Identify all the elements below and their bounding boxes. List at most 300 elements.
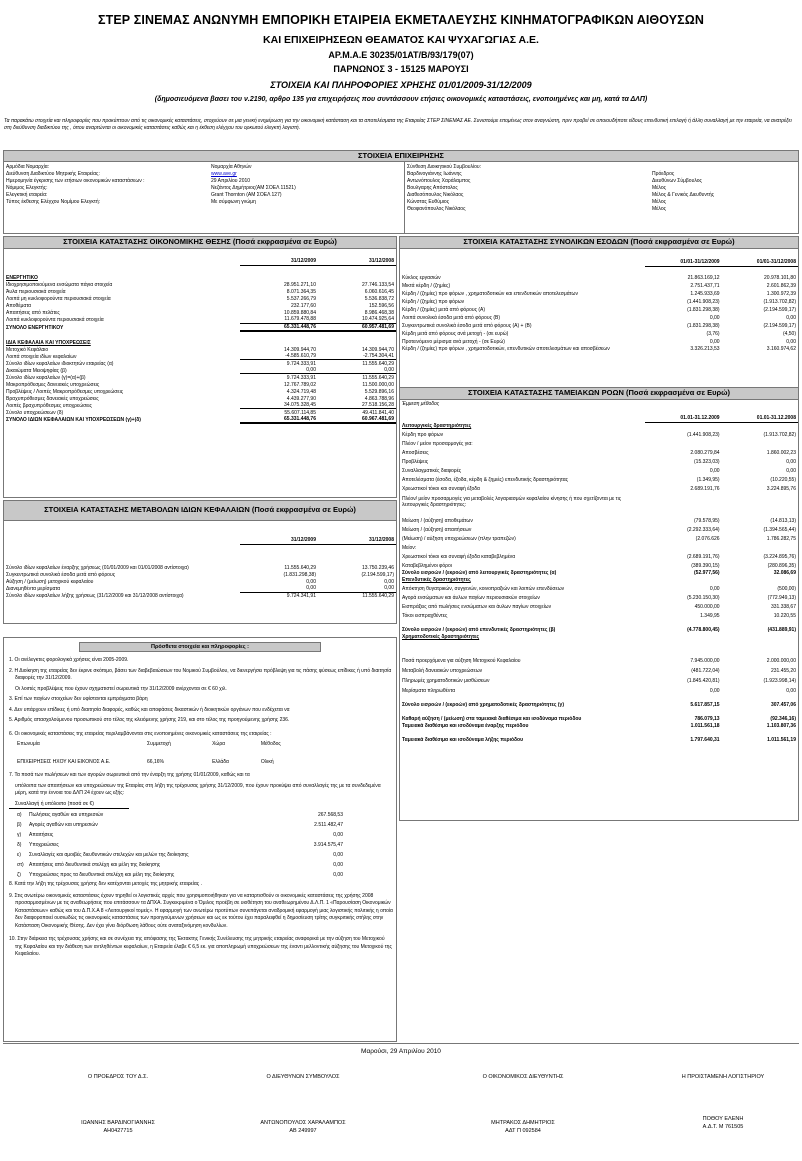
eqchg-value-current: 11.555.640,29 (284, 564, 316, 571)
related-party-letter: ζ) (17, 871, 21, 878)
financing-total-2009: 5.617.857,15 (690, 701, 720, 708)
document-header (0, 0, 802, 104)
cf-operating-row (400, 483, 798, 492)
note-2: 2. Η Διοίκηση της εταιρείας δεν έκρινε σκόπιμο, βάσει των διαβεβαιώσεων του Νομικού Συμβούλου, να διενεργήσει πρόβλεψη για τις πάσης φύσεως επίδικες ή υπό διαιτησία διαφορές την 31/12/2009. (9, 667, 392, 681)
equity-label: Δικαιώματα Μειοψηφίας (β) (6, 367, 67, 374)
cashflow-col-2009: 01.01-31.12.2009 (645, 415, 721, 422)
opening-cash-2008: 1.103.807,36 (766, 722, 796, 729)
intro-paragraph: Τα παρακάτω στοιχεία και πληροφορίες που προκύπτουν από τις οικονομικές καταστάσεις, στοχεύουν σε μια γενική ενημέρωση για την οικονομική κατάσταση και τα αποτελέσματα της Εταιρείας ΣΤΕΡ ΣΙΝΕΜΑΣ ΑΕ. Συνιστούμε επομένως στον αναγνώστη, πριν προβεί σε οποιουδήποτε είδους επενδυτική επιλογή ή άλλη συναλλαγή με την εταιρεία, να ανατρέξει στη διεύθυνση διαδικτύου της , όπου αναρτώνται οι οικονομικές καταστάσεις καθώς και η έκθεση ελέγχου του ορκωτού ελεγκτή λογιστή. (4, 118, 792, 131)
cf-working-capital-label: Χρεωστικοί τόκοι και συναφή έξοδα καταβεβλημένα (402, 553, 516, 560)
eqchg-col-2008: 31/12/2008 (318, 537, 396, 544)
cf-operating-row (400, 438, 798, 447)
notes-title: Πρόσθετα στοιχεία και πληροφορίες : (79, 642, 321, 652)
income-value-previous: (1.913.702,82) (763, 298, 796, 305)
income-value-previous: 1.300.972,39 (766, 290, 796, 297)
related-party-row (15, 839, 345, 849)
financing-total-label: Σύνολο εισροών / (εκροών) από χρηματοδοτικές δραστηριότητες (γ) (402, 701, 564, 708)
note-4: 4. Δεν υπάρχουν επίδικες ή υπό διαιτησία διαφορές, καθώς και αποφάσεις δικαστικών ή διοικητικών οργάνων που ενδέχεται να (9, 706, 290, 713)
equity-label: Σύνολο ιδίων κεφαλαίων ιδιοκτητών εταιρείας (α) (6, 360, 114, 367)
equity-value-current: 4.324.719,48 (286, 388, 316, 395)
related-party-letter: γ) (17, 831, 22, 838)
note-1: 1. Οι ανέλεγκτες φορολογικά χρήσεις είναι 2005-2009. (9, 657, 129, 663)
name-cfo: ΜΗΤΡΑΚΟΣ ΔΗΜΗΤΡΙΟΣ (491, 1120, 555, 1126)
eqchg-value-previous: 13.750.239,46 (362, 564, 394, 571)
related-party-label: Απαιτήσεις από διευθυντικά στελέχη και μέλη της διοίκησης (29, 861, 161, 868)
income-row (400, 321, 798, 329)
cf-operating-label: Κέρδη προ φόρων (402, 431, 444, 438)
cf-working-capital-value-previous: (280.896,35) (767, 562, 796, 569)
net-change-label: Καθαρή αύξηση / (μείωση) στα ταμειακά διαθέσιμα και ισοδύναμα περιόδου (402, 715, 582, 722)
opening-cash-label: Ταμειακά διαθέσιμα και ισοδύναμα έναρξης περιόδου (402, 722, 529, 729)
equity-value-current: 4.439.277,90 (286, 395, 316, 402)
related-party-value: 3.914.575,47 (313, 841, 343, 848)
eqchg-value-current: (1.831.298,38) (283, 571, 316, 578)
equity-value-previous: 4.863.788,96 (364, 395, 394, 402)
related-party-label: Αγορές αγαθών και υπηρεσιών (29, 821, 98, 828)
board-title: Σύνθεση Διοικητικού Συμβουλίου: (407, 163, 481, 170)
asset-label: Απαιτήσεις από πελάτες (6, 309, 60, 316)
income-value-current: 1.245.933,69 (690, 290, 720, 297)
note-6-table (15, 741, 315, 766)
income-value-current: 0,00 (709, 314, 720, 321)
board-member-name: Θεοφανόπουλος Νικόλαος (407, 205, 466, 212)
related-party-letter: δ) (17, 841, 22, 848)
cf-investing-row (400, 610, 798, 619)
company-info-value: Νομαρχία Αθηνών (211, 163, 252, 170)
note-8: 8. Κατά την λήξη της τρέχουσας χρήσης δεν κατέχονται μετοχές της μητρικής εταιρείας . (9, 881, 202, 887)
equity-value-current: 0,00 (240, 367, 318, 374)
investing-total-label: Σύνολο εισροών / (εκροών) από επενδυτικές δραστηριότητες (β) (402, 626, 556, 633)
income-value-current: 0,00 (709, 338, 720, 345)
income-section (399, 236, 799, 388)
equity-value-previous: 27.518.156,28 (318, 402, 396, 409)
cf-working-capital-row (400, 515, 798, 524)
board-member-role: Μέλος & Γενικός Διευθυντής (652, 191, 715, 198)
cf-operating-row (400, 429, 798, 438)
eqchg-row (4, 564, 396, 571)
eqchg-row (4, 578, 396, 585)
cf-operating-row (400, 456, 798, 465)
income-value-current: 21.863.169,12 (687, 274, 720, 281)
income-row (400, 305, 798, 313)
cf-working-capital-value-current: (2.076.626 (695, 535, 720, 542)
closing-cash-2008: 1.011.561,19 (767, 736, 796, 743)
equity-value-previous: 14.309.944,70 (362, 346, 394, 353)
company-info-left (4, 162, 404, 233)
operating-total-2009: (52.977,56) (694, 569, 720, 576)
related-party-row (15, 859, 345, 869)
cf-financing-row (400, 664, 798, 674)
company-name: ΣΤΕΡ ΣΙΝΕΜΑΣ ΑΝΩΝΥΜΗ ΕΜΠΟΡΙΚΗ ΕΤΑΙΡΕΙΑ ΕΚΜΕΤΑΛΕΥΣΗΣ ΚΙΝΗΜΑΤΟΓΡΑΦΙΚΩΝ ΑΙΘΟΥΣΩΝ (97, 13, 705, 27)
company-info-row (4, 177, 404, 184)
cf-financing-value-current: (1.845.420,81) (687, 677, 720, 684)
name-chief-accountant: ΠΟΘΟΥ ΕΛΕΝΗ (702, 1116, 744, 1122)
equity-row (4, 353, 396, 360)
equity-value-previous: 49.411.841,40 (362, 409, 394, 416)
cf-operating-row (400, 474, 798, 483)
cf-operating-label: Πλέον / μείον προσαρμογές για: (402, 440, 473, 447)
income-col-2009: 01/01-31/12/2009 (645, 259, 721, 266)
asset-label: Άυλα περιουσιακά στοιχεία (6, 288, 66, 295)
closing-cash-2009: 1.797.640,31 (690, 736, 720, 743)
equity-value-previous: -2.754.304,41 (318, 353, 396, 360)
ebitda-2009: 3.326.213,53 (690, 345, 720, 352)
notes-section (3, 637, 397, 1042)
balance-sheet-title: ΣΤΟΙΧΕΙΑ ΚΑΤΑΣΤΑΣΗΣ ΟΙΚΟΝΟΜΙΚΗΣ ΘΕΣΗΣ (Ποσά εκφρασμένα σε Ευρώ) (4, 237, 396, 249)
income-value-previous: 20.978.101,80 (764, 274, 796, 281)
equity-row (4, 360, 396, 367)
company-address: ΠΑΡΝΩΝΟΣ 3 - 15125 ΜΑΡΟΥΣΙ (333, 64, 469, 74)
related-party-row (15, 849, 345, 859)
income-label: Συγκεντρωτικά συνολικά έσοδα μετά από φόρους (A) + (B) (402, 322, 532, 329)
cf-working-capital-row (400, 560, 798, 569)
financing-total-2008: 307.457,06 (770, 701, 796, 708)
cf-working-capital-label: Μείωση / (αύξηση) αποθεμάτων (402, 517, 473, 524)
related-party-row (15, 819, 345, 829)
related-party-label: Υποχρεώσεις (29, 841, 59, 848)
role-cfo: Ο ΟΙΚΟΝΟΜΙΚΟΣ ΔΙΕΥΘΥΝΤΗΣ (482, 1074, 564, 1080)
website-link[interactable]: www.ave.gr (211, 170, 237, 177)
board-member-name: Κώνστας Ευθύμιος (407, 198, 450, 205)
equity-row (4, 395, 396, 402)
board-member-name: Διαθεσόπουλος Νικόλαος (407, 191, 464, 198)
cf-investing-value-current: 0,00 (709, 585, 720, 592)
role-chief-accountant: Η ΠΡΟΙΣΤΑΜΕΝΗ ΛΟΓΙΣΤΗΡΙΟΥ (681, 1074, 765, 1080)
equity-value-previous: 11.555.640,29 (362, 374, 394, 381)
note-7: 7. Τα ποσά των πωλήσεων και των αγορών σωρευτικά από την έναρξη της χρήσης 01/01/2009, καθώς και τα (9, 772, 250, 778)
asset-value-previous: 152.596,56 (368, 302, 394, 309)
asset-value-current: 232.177,60 (290, 302, 316, 309)
income-row (400, 289, 798, 297)
asset-label: Ιδιοχρησιμοποιούμενα ενσώματα πάγια στοιχεία (6, 281, 113, 288)
id-ceo: ΑΒ 249997 (289, 1128, 317, 1134)
equity-total-2009: 65.331.448,76 (240, 416, 318, 423)
related-party-row (15, 869, 345, 879)
company-name-line2: ΚΑΙ ΕΠΙΧΕΙΡΗΣΕΩΝ ΘΕΑΜΑΤΟΣ ΚΑΙ ΨΥΧΑΓΩΓΙΑΣ Α.Ε. (263, 33, 539, 46)
cf-financing-row (400, 654, 798, 664)
cf-financing-value-current: (481.722,04) (691, 667, 720, 674)
eqchg-row (4, 585, 396, 592)
equity-value-current: -4.585.610,79 (240, 353, 318, 360)
equity-row (4, 367, 396, 374)
income-value-current: (1.441.908,23) (687, 298, 720, 305)
cf-working-capital-value-previous: (14.813,13) (770, 517, 796, 524)
asset-value-previous: 6.060.616,45 (364, 288, 394, 295)
cf-operating-value-previous: (1.913.702,82) (763, 431, 796, 438)
board-member-role: Πρόεδρος (652, 170, 675, 177)
company-info-label: Ελεγκτική εταιρεία: (6, 191, 48, 198)
cf-operating-value-previous (722, 438, 798, 447)
ebitda-2008: 3.160.974,62 (766, 345, 796, 352)
eqchg-value-current: 9.724.341,91 (286, 592, 316, 599)
cf-operating-value-previous: 3.224.895,76 (766, 485, 796, 492)
income-label: Μικτά κέρδη / (ζημίες) (402, 282, 451, 289)
related-party-letter: ε) (17, 851, 21, 858)
operating-heading: Λειτουργικές δραστηριότητες (402, 422, 472, 429)
equity-label: Λοιπές βραχυπρόθεσμες υποχρεώσεις (6, 402, 92, 409)
cf-investing-value-previous: 331.338,67 (770, 603, 796, 610)
income-row (400, 337, 798, 345)
cf-financing-label: Πληρωμές χρηματοδοτικών μισθώσεων (402, 677, 490, 684)
note-10: 10. Στην διάρκεια της τρέχουσας χρήσης και σε συνέχεια της απόφασης της Έκτακτης Γενικής Συνέλευσης της μητρικής εταιρείας αναφορικά με την αύξηση του Μετοχικού της Κεφαλαίου και την διάθεση των αντληθέντων κεφαλαίων, η Εταιρεία έλαβε € 6,5 εκ. για αποπληρωμή υποχρεώσεων της έναντι μελλοντικής αύξησης του Μετοχικού της Κεφαλαίου. (9, 936, 392, 957)
asset-label: Λοιπά κυκλοφορούντα περιουσιακά στοιχεία (6, 316, 104, 323)
asset-value-previous: 27.746.133,54 (362, 281, 394, 288)
report-period: ΣΤΟΙΧΕΙΑ ΚΑΙ ΠΛΗΡΟΦΟΡΙΕΣ ΧΡΗΣΗΣ 01/01/2009-31/12/2009 (270, 80, 532, 91)
equity-label: Προβλέψεις / Λοιπές Μακροπρόθεσμες υποχρεώσεις (6, 388, 124, 395)
equity-label: Σύνολο υποχρεώσεων (δ) (6, 409, 64, 416)
equity-label: Σύνολο ιδίων κεφαλαίων (γ)=(α)+(β) (6, 374, 86, 381)
cf-financing-value-previous: 2.000.000,00 (766, 657, 796, 664)
cf-operating-label: Προβλέψεις (402, 458, 429, 465)
equity-value-current: 14.309.944,70 (284, 346, 316, 353)
cf-operating-label: Αποτελέσματα (έσοδα, έξοδα, κέρδη & ζημιές) επενδυτικής δραστηριότητας (402, 476, 569, 483)
cf-operating-value-previous: 0,00 (786, 467, 796, 474)
cashflow-method: Έμμεση μέθοδος (402, 400, 440, 407)
asset-value-current: 28.951.271,10 (284, 281, 316, 288)
cf-operating-value-previous: (10.220,55) (770, 476, 796, 483)
related-party-label: Συναλλαγές και αμοιβές διευθυντικών στελεχών και μελών της διοίκησης (29, 851, 189, 858)
ebitda-label: Κέρδη / (ζημίες) προ φόρων , χρηματοδοτικών, επενδυτικών αποτελεσμάτων και αποσβέσεων (402, 345, 610, 352)
role-ceo: Ο ΔΙΕΥΘΥΝΩΝ ΣΥΜΒΟΥΛΟΣ (266, 1074, 340, 1080)
company-info-label: Διεύθυνση Διαδικτύου Μητρικής Εταιρείας: (6, 170, 100, 177)
cf-operating-row (400, 447, 798, 456)
cf-financing-value-current: 7.945.000,00 (690, 657, 720, 664)
cf-working-capital-row (400, 533, 798, 542)
asset-value-previous: 10.474.925,64 (318, 316, 396, 323)
asset-value-current: 8.071.364,35 (286, 288, 316, 295)
company-info-row (4, 191, 404, 198)
equity-row (4, 402, 396, 409)
cf-working-capital-row (400, 542, 798, 551)
equity-changes-section (3, 500, 397, 624)
note-7-heading: Συναλλαγή ή υπόλοιπο (ποσά σε €) (9, 801, 129, 810)
eqchg-value-previous: 11.555.640,29 (362, 592, 394, 599)
n6-share: 66,16% (147, 758, 164, 765)
equity-value-current: 9.724.333,91 (286, 374, 316, 381)
cf-financing-value-previous: 231.455,20 (770, 667, 796, 674)
assets-total-2009: 65.331.448,76 (240, 323, 318, 331)
cf-operating-value-current: (15.323,03) (694, 458, 720, 465)
income-label: Κέρδη / (ζημίες) μετά από φόρους (A) (402, 306, 486, 313)
related-party-value: 0,00 (333, 851, 343, 858)
equity-value-current: 34.075.328,45 (240, 402, 318, 409)
eqchg-label: Σύνολο ιδίων κεφαλαίων έναρξης χρήσεως (01/01/2009 και 01/01/2008 αντίστοιχα) (6, 564, 189, 571)
related-party-label: Απαιτήσεις (29, 831, 54, 838)
id-cfo: ΑΔΤ Π 092584 (505, 1128, 541, 1134)
cf-working-capital-value-previous: (1.394.565,44) (763, 526, 796, 533)
company-info-label: Τύπος έκθεσης Ελέγχου Νομίμου Ελεγκτή: (6, 198, 100, 205)
cf-working-capital-value-previous: (3.224.895,76) (763, 553, 796, 560)
company-info-label: Αρμόδια Νομαρχία: (6, 163, 50, 170)
eqchg-value-previous: (2.194.599,17) (361, 571, 394, 578)
investing-total-2008: (431.889,91) (767, 626, 796, 633)
cf-financing-value-previous: 0,00 (786, 687, 796, 694)
cf-operating-value-current: 2.689.191,76 (690, 485, 720, 492)
equity-row (4, 346, 396, 353)
cf-working-capital-value-current: (2.292.333,64) (687, 526, 720, 533)
income-title: ΣΤΟΙΧΕΙΑ ΚΑΤΑΣΤΑΣΗΣ ΣΥΝΟΛΙΚΩΝ ΕΣΟΔΩΝ (Ποσά εκφρασμένα σε Ευρώ) (400, 237, 798, 249)
id-chief-accountant: Α.Δ.Τ. Μ 761505 (702, 1124, 744, 1130)
company-info-row (4, 184, 404, 191)
note-7b: υπόλοιπα των απαιτήσεων και υποχρεώσεων της Εταιρίας στη λήξη της τρέχουσας χρήσης 31/12/2009, που έχουν προκύψει από συναλλαγές της με τα συνδεδεμένα μέρη, κατά την έννοια του ΔΛΠ 24 έχουν ως εξής: (15, 782, 381, 796)
name-ceo: ΑΝΤΩΝΟΠΟΥΛΟΣ ΧΑΡΑΛΑΜΠΟΣ (260, 1120, 346, 1126)
equity-row (4, 381, 396, 388)
related-party-label: Υποχρεώσεις προς τα διευθυντικά στελέχη και μέλη της διοίκησης (29, 871, 175, 878)
equity-changes-title: ΣΤΟΙΧΕΙΑ ΚΑΤΑΣΤΑΣΗΣ ΜΕΤΑΒΟΛΩΝ ΙΔΙΩΝ ΚΕΦΑΛΑΙΩΝ (Ποσά εκφρασμένα σε Ευρώ) (4, 501, 396, 521)
note-6: 6. Οι οικονομικές καταστάσεις της εταιρείας περιλαμβάνονται στις ενοποιημένες οικονομικές καταστάσεις της εταιρείας : (9, 730, 272, 737)
related-party-value: 0,00 (333, 871, 343, 878)
eqchg-value-current: 0,00 (240, 585, 318, 592)
place-date: Μαρούσι, 29 Απριλίου 2010 (361, 1048, 441, 1055)
role-president: Ο ΠΡΟΕΔΡΟΣ ΤΟΥ Δ.Σ. (87, 1074, 149, 1080)
opening-cash-2009: 1.011.561,18 (690, 722, 720, 729)
eqchg-value-previous: 0,00 (318, 585, 396, 592)
operating-total-2008: 32.086,69 (773, 569, 796, 576)
cf-working-capital-row (400, 551, 798, 560)
company-info-row (4, 163, 404, 170)
balance-col-2008: 31/12/2008 (318, 258, 396, 265)
company-info-value: Νεζάντος Δημήτριος(ΑΜ ΣΟΕΛ 11521) (211, 184, 296, 191)
n6-method: Ολική (260, 758, 274, 765)
board-member-role: Διευθύνων Σύμβουλος (652, 177, 702, 184)
equity-row (4, 374, 396, 381)
cf-financing-row (400, 684, 798, 694)
investing-heading: Επενδυτικές δραστηριότητες (402, 576, 471, 583)
cf-investing-row (400, 592, 798, 601)
income-value-previous: 2.601.862,39 (766, 282, 796, 289)
cf-operating-value-current: (1.441.908,23) (687, 431, 720, 438)
cf-working-capital-label: Μείωση / (αύξηση) απαιτήσεων (402, 526, 472, 533)
cf-working-capital-value-previous: 1.786.282,75 (766, 535, 796, 542)
related-party-row (15, 809, 345, 819)
financing-heading: Χρηματοδοτικές δραστηριότητες (402, 633, 480, 640)
company-info-value: 29 Απριλίου 2010 (211, 177, 251, 184)
asset-value-previous: 8.986.468,38 (364, 309, 394, 316)
cf-working-capital-label: Καταβεβλημένοι φόροι (402, 562, 452, 569)
company-info-value: Με σύμφωνη γνώμη (211, 198, 256, 205)
asset-row (4, 295, 396, 302)
n6-head-country: Χώρα (212, 741, 226, 747)
note-7-table (15, 809, 345, 879)
cf-working-capital-label: Μείον: (402, 544, 417, 551)
income-row (400, 297, 798, 305)
equity-total-label: ΣΥΝΟΛΟ ΙΔΙΩΝ ΚΕΦΑΛΑΙΩΝ ΚΑΙ ΥΠΟΧΡΕΩΣΕΩΝ (γ)+(δ) (6, 416, 141, 423)
board-member-role: Μέλος (652, 184, 667, 191)
net-change-2009: 786.079,13 (694, 715, 720, 722)
income-label: Προτεινόμενο μέρισμα ανά μετοχή - (σε Ευρώ) (402, 338, 505, 345)
income-label: Κέρδη μετά από φόρους ανά μετοχή - (σε ευρώ) (402, 330, 509, 337)
signatures-section (3, 1043, 799, 1155)
company-info-row (4, 170, 404, 177)
equity-value-previous: 11.555.640,29 (362, 360, 394, 367)
cf-investing-row (400, 583, 798, 592)
cf-operating-value-previous: 0,00 (786, 458, 796, 465)
income-value-previous: (4,50) (782, 330, 796, 337)
cashflow-col-2008: 01.01-31.12.2008 (722, 415, 798, 422)
note-9: 9. Στις ανωτέρω οικονομικές καταστάσεις έχουν τηρηθεί οι λογιστικές αρχές που χρησιμοποιήθηκαν για να καταρτισθούν οι οικονομικές καταστάσεις της χρήσης 2008 προσαρμοσμένων με τις αναθεωρήσεις που επιτάσσουν τα ΔΠΧΑ. Συγκεκριμένα ο Όμιλος προέβη σε υιοθέτηση του αναθεωρημένου Δ.Λ.Π. 1 «Παρουσίαση Οικονομικών Καταστάσεων» καθώς και του Δ.Π.Χ.Α 8 «Λειτουργικοί τομείς». Η εφαρμογή των ανωτέρω προτύπων συνεπάγεται αναδρομική εφαρμογή μιας λογιστικής πολιτικής η οποία δεν διαφοροποιεί ουσιωδώς τις οικονομικές καταστάσεις των προηγούμενων χρήσεων και ως εκ τούτου έχει παραλειφθεί η δημοσίευση τρίτης συγκριτικής στήλης στην Κατάσταση Οικονομικής Θέσης. Δεν έχει γίνει διόρθωση λάθους ούτε αναταξινόμηση κονδυλίων. (9, 892, 393, 929)
cf-investing-label: Τόκοι εισπραχθέντες (402, 612, 448, 619)
income-value-current: (1.831.298,38) (687, 322, 720, 329)
board-member-row (405, 205, 798, 212)
cf-financing-label: Μερίσματα πληρωθέντα (402, 687, 456, 694)
eqchg-row (4, 592, 396, 599)
cf-operating-label: Χρεωστικοί τόκοι και συναφή έξοδα (402, 485, 480, 492)
income-value-current: 2.751.437,71 (690, 282, 720, 289)
asset-row (4, 281, 396, 288)
cf-operating-value-current: 2.080.279,84 (690, 449, 720, 456)
cf-operating-label: Συναλλαγματικές διαφορές (402, 467, 462, 474)
eqchg-row (4, 571, 396, 578)
eqchg-label: Συγκεντρωτικά συνολικά έσοδα μετά από φόρους (6, 571, 116, 578)
equity-value-previous: 11.500.000,00 (362, 381, 394, 388)
n6-head-method: Μέθοδος (260, 741, 281, 747)
equity-total-2008: 60.967.481,69 (318, 416, 396, 423)
cf-investing-label: Απόκτηση θυγατρικών, συγγενών, κοινοπραξιών και λοιπών επενδύσεων (402, 585, 565, 592)
cf-operating-value-current: 0,00 (709, 467, 720, 474)
equity-row (4, 409, 396, 416)
income-col-2008: 01/01-31/12/2008 (722, 259, 798, 266)
income-label: Κέρδη / (ζημίες) προ φόρων (402, 298, 465, 305)
cf-operating-value-current (645, 438, 721, 447)
balance-sheet-section (3, 236, 397, 498)
publication-note: (δημοσιευόμενα βασει του ν.2190, αρθρο 135 για επιχειρήσεις που συντάσσουν ετήσιες οικονομικές καταστάσεις, ενοποιημένες και μη, κατά τα ΔΛΠ) (154, 95, 648, 103)
asset-label: Λοιπά μη κυκλοφορούντα περιουσιακά στοιχεία (6, 295, 111, 302)
eqchg-label: Σύνολο ιδίων κεφαλαίων λήξης χρήσεως (31/12/2009 και 31/12/2008 αντίστοιχα) (6, 592, 184, 599)
income-value-previous: 0,00 (786, 338, 796, 345)
eqchg-label: Αύξηση / (μείωση) μετοχικού κεφαλαίου (6, 578, 94, 585)
cf-working-capital-row (400, 524, 798, 533)
equity-label: Μετοχικό Κεφάλαιο (6, 346, 49, 353)
income-value-previous: (2.194.599,17) (763, 322, 796, 329)
cf-financing-label: Μεταβολή δανειακών υποχρεώσεων (402, 667, 483, 674)
equity-label: Λοιπά στοιχεία ιδίων κεφαλαίων (6, 353, 77, 360)
asset-row (4, 316, 396, 323)
board-member-row (405, 198, 798, 205)
eqchg-value-current: 0,00 (306, 578, 316, 585)
board-member-name: Αντωνόπουλος Χαράλαμπος (407, 177, 471, 184)
income-row (400, 313, 798, 321)
cf-operating-row (400, 465, 798, 474)
equity-label: Μακροπρόθεσμες δανειακές υποχρεώσεις (6, 381, 100, 388)
asset-value-current: 5.537.266,79 (286, 295, 316, 302)
board-member-role: Μέλος (652, 205, 667, 212)
related-party-row (15, 829, 345, 839)
company-info-section (3, 150, 799, 234)
assets-heading: ΕΝΕΡΓΗΤΙΚΟ (6, 274, 38, 281)
equity-value-current: 12.767.789,02 (284, 381, 316, 388)
eqchg-col-2009: 31/12/2009 (240, 537, 318, 544)
income-value-previous: 0,00 (786, 314, 796, 321)
cf-investing-value-previous: 10.220,55 (773, 612, 796, 619)
equity-value-current: 55.607.114,85 (284, 409, 316, 416)
operating-total-label: Σύνολο εισροών / (εκροών) από λειτουργικές δραστηριότητες (α) (402, 569, 557, 576)
cf-financing-value-current: 0,00 (709, 687, 720, 694)
cf-financing-value-previous: (1.923.998,14) (763, 677, 796, 684)
related-party-letter: α) (17, 811, 22, 818)
related-party-value: 2.511.482,47 (314, 821, 343, 828)
income-row (400, 329, 798, 337)
cashflow-title: ΣΤΟΙΧΕΙΑ ΚΑΤΑΣΤΑΣΗΣ ΤΑΜΕΙΑΚΩΝ ΡΟΩΝ (Ποσά εκφρασμένα σε Ευρώ) (400, 388, 798, 400)
investing-total-2009: (4.778.800,45) (687, 626, 720, 633)
company-info-label: Ημερομηνία έγκρισης των ετήσιων οικονομικών καταστάσεων : (6, 177, 145, 184)
asset-label: Αποθέματα (6, 302, 32, 309)
cf-working-capital-label: (Μείωση) / αύξηση υποχρεώσεων (πλην τραπεζών) (402, 535, 516, 542)
working-capital-label: Πλέον/ μείον προσαρμογές για μεταβολές λογαριασμών κεφαλαίου κίνησης ή που σχετίζονται με τις λειτουργικές δραστηριότητες: (402, 495, 622, 508)
note-5: 5. Αριθμός απασχολούμενου προσωπικού στο τέλος της κλειόμενης χρήσης 219, και στο τέλος της προηγούμενης χρήσης 236. (9, 717, 290, 723)
assets-total-2008: 60.957.481,69 (318, 323, 396, 331)
company-info-row (4, 198, 404, 205)
name-president: ΙΩΑΝΝΗΣ ΒΑΡΔΙΝΟΓΙΑΝΝΗΣ (81, 1120, 155, 1126)
